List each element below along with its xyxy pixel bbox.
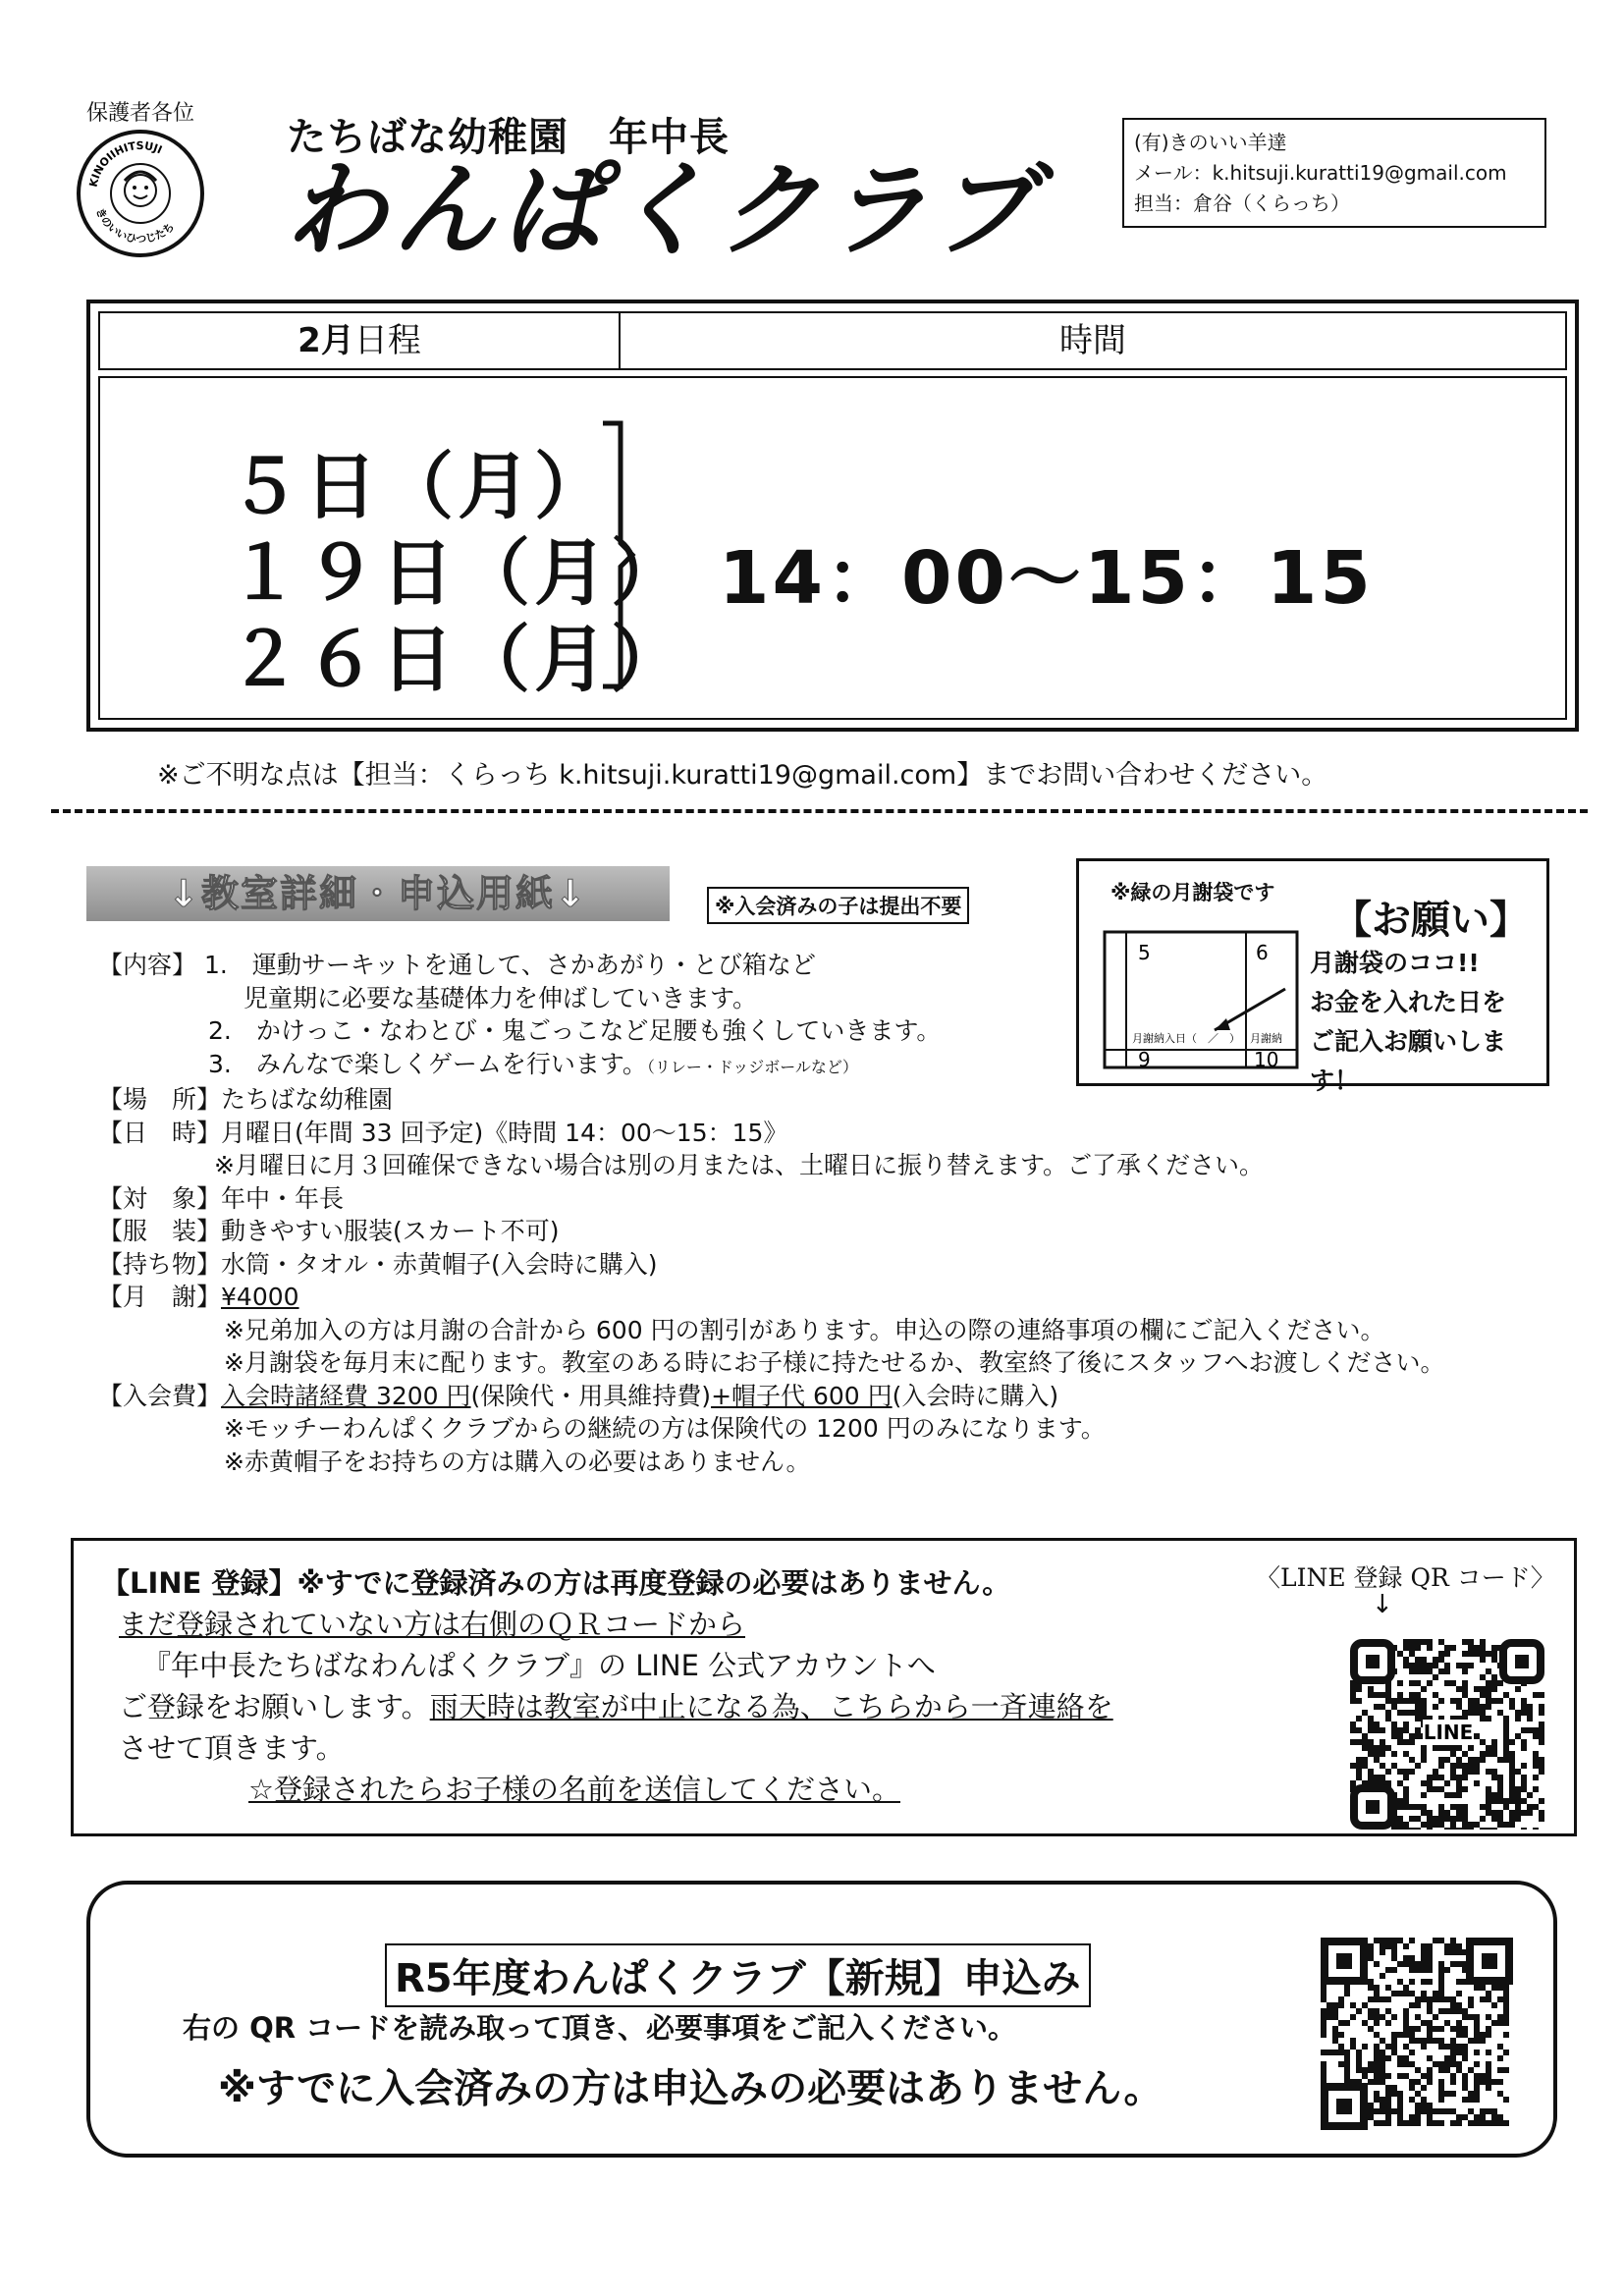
schedule-header	[98, 311, 1567, 370]
line-instruction-b: 雨天時は教室が中止になる為、こちらから一斉連絡を	[429, 1690, 1113, 1723]
detail-time-note: ※月曜日に月３回確保できない場合は別の月または、土曜日に振り替えます。ご了承ください。	[214, 1151, 1264, 1179]
cut-line-divider	[51, 809, 1588, 813]
schedule-date-1: ５日（月）	[228, 445, 611, 529]
line-instruction: まだ登録されていない方は右側のＱＲコードから	[119, 1608, 746, 1641]
line-title: 【LINE 登録】※すでに登録済みの方は再度登録の必要はありません。	[101, 1566, 1011, 1600]
section-note: ※入会済みの子は提出不要	[707, 887, 969, 924]
detail-items-row	[98, 1248, 1444, 1282]
application-note: ※すでに入会済みの方は申込みの必要はありません。	[218, 2066, 1164, 2111]
line-instruction: させて頂きます。	[119, 1731, 345, 1765]
detail-value: 1. 運動サーキットを通して、さかあがり・とび箱など	[203, 951, 816, 979]
detail-label: 【月 謝】	[98, 1283, 222, 1311]
svg-text:きのいいひつじたち: きのいいひつじたち	[93, 205, 178, 246]
svg-text:月謝納: 月謝納	[1250, 1032, 1282, 1045]
detail-label: 【日 時】	[98, 1118, 222, 1147]
detail-label: 【持ち物】	[98, 1249, 222, 1279]
detail-label: 【内容】	[98, 951, 197, 979]
contact-company: (有)きのいい羊達	[1134, 131, 1287, 154]
contact-person: 担当：倉谷（くらっち）	[1134, 191, 1350, 215]
audience-label: 保護者各位	[86, 101, 195, 126]
schedule-time: 14：00～15：15	[719, 536, 1374, 621]
schedule-date-label: 日程	[353, 321, 421, 360]
detail-value: ¥4000	[221, 1283, 299, 1311]
request-line-1: 月謝袋のココ!!	[1310, 949, 1480, 977]
application-box	[86, 1881, 1557, 2158]
detail-fee-row	[98, 1281, 1444, 1314]
detail-value: 動きやすい服装(スカート不可)	[221, 1217, 560, 1245]
detail-label: 【服 装】	[98, 1217, 222, 1245]
detail-label: 【入会費】	[98, 1381, 222, 1410]
detail-target-row	[98, 1182, 1444, 1216]
club-title: わんぱくクラブ	[285, 150, 1042, 270]
detail-entry-row	[98, 1380, 1444, 1413]
contact-box	[1122, 118, 1546, 228]
detail-value: +帽子代 600 円	[711, 1381, 893, 1410]
detail-content-row	[98, 949, 1444, 982]
detail-fee-note: ※兄弟加入の方は月謝の合計から 600 円の割引があります。申込の際の連絡事項の欄にご記入ください。	[224, 1315, 1385, 1344]
detail-value: 月曜日(年間 33 回予定)《時間 14：00～15：15》	[221, 1118, 788, 1147]
application-title: R5年度わんぱくクラブ【新規】申込み	[385, 1943, 1091, 2007]
line-text	[101, 1562, 1113, 1810]
schedule-body	[98, 376, 1567, 720]
detail-place-row	[98, 1083, 1444, 1117]
detail-entry-note: ※赤黄帽子をお持ちの方は購入の必要はありません。	[224, 1447, 811, 1476]
detail-clothes-row	[98, 1215, 1444, 1248]
detail-label: 【対 象】	[98, 1183, 222, 1213]
svg-text:月謝納入日（ ／ ）: 月謝納入日（ ／ ）	[1132, 1032, 1240, 1045]
application-instruction: 右の QR コードを読み取って頂き、必要事項をご記入ください。	[183, 2011, 1017, 2045]
svg-text:5: 5	[1138, 941, 1151, 964]
detail-value: (保険代・用具維持費)	[470, 1381, 712, 1410]
contact-email: メール：k.hitsuji.kuratti19@gmail.com	[1134, 161, 1507, 185]
schedule-table	[86, 300, 1579, 732]
line-instruction-a: ご登録をお願いします。	[119, 1690, 430, 1723]
detail-entry-note: ※モッチーわんぱくクラブからの継続の方は保険代の 1200 円のみになります。	[224, 1414, 1106, 1443]
inquiry-note: ※ご不明な点は【担当：くらっち k.hitsuji.kuratti19@gmail.com】までお問い合わせください。	[157, 760, 1328, 791]
logo-ring-icon	[81, 134, 200, 253]
schedule-month: 2月	[298, 321, 354, 360]
request-caption: ※緑の月謝袋です	[1110, 881, 1275, 904]
svg-text:KINOIIHITSUJI: KINOIIHITSUJI	[86, 138, 165, 189]
svg-text:10: 10	[1254, 1048, 1279, 1071]
section-title: ↓教室詳細・申込用紙↓	[86, 866, 670, 921]
detail-time-row	[98, 1117, 1444, 1150]
detail-value: たちばな幼稚園	[221, 1085, 394, 1114]
detail-value: 入会時諸経費 3200 円	[221, 1381, 471, 1410]
schedule-date-2: １９日（月）	[228, 531, 687, 616]
request-title: 【お願い】	[1332, 898, 1529, 943]
application-qr-code-icon[interactable]	[1321, 1938, 1513, 2130]
svg-text:LINE: LINE	[1423, 1721, 1474, 1744]
detail-content-row: 児童期に必要な基礎体力を伸ばしていきます。	[244, 983, 758, 1012]
svg-text:9: 9	[1138, 1048, 1151, 1071]
line-qr-code-icon[interactable]	[1350, 1639, 1544, 1830]
detail-content-row	[98, 1048, 1444, 1084]
detail-value: 水筒・タオル・赤黄帽子(入会時に購入)	[221, 1249, 658, 1279]
school-name: たちばな幼稚園 年中長	[287, 115, 730, 160]
line-instruction: 『年中長たちばなわんぱくクラブ』の LINE 公式アカウントへ	[142, 1649, 936, 1682]
company-logo	[77, 130, 204, 257]
schedule-date-3: ２６日（月）	[228, 618, 687, 702]
request-line-2: お金を入れた日を	[1310, 988, 1507, 1016]
schedule-time-header: 時間	[1059, 321, 1126, 360]
down-arrow-icon: ↓	[1372, 1590, 1393, 1619]
detail-value: 年中・年長	[221, 1183, 345, 1213]
schedule-date-header	[100, 313, 621, 368]
line-registration-box	[71, 1538, 1577, 1836]
detail-label: 【場 所】	[98, 1085, 222, 1114]
request-line-3: ご記入お願いします！	[1310, 1027, 1507, 1095]
qr-label: 〈LINE 登録 QR コード〉	[1256, 1563, 1555, 1592]
detail-value: 3. みんなで楽しくゲームを行います。	[208, 1049, 647, 1078]
detail-content-row: 2. かけっこ・なわとび・鬼ごっこなど足腰も強くしていきます。	[208, 1016, 942, 1045]
detail-small-note: （リレー・ドッジボールなど）	[646, 1057, 858, 1076]
detail-value: (入会時に購入)	[892, 1381, 1059, 1410]
bracket-icon	[599, 417, 648, 692]
svg-text:6: 6	[1256, 941, 1269, 964]
class-details	[98, 949, 1444, 1478]
detail-fee-note: ※月謝袋を毎月末に配ります。教室のある時にお子様に持たせるか、教室終了後にスタッフへお渡しください。	[224, 1348, 1445, 1377]
line-instruction	[101, 1686, 1113, 1727]
line-instruction: ☆登録されたらお子様の名前を送信してください。	[248, 1773, 900, 1806]
